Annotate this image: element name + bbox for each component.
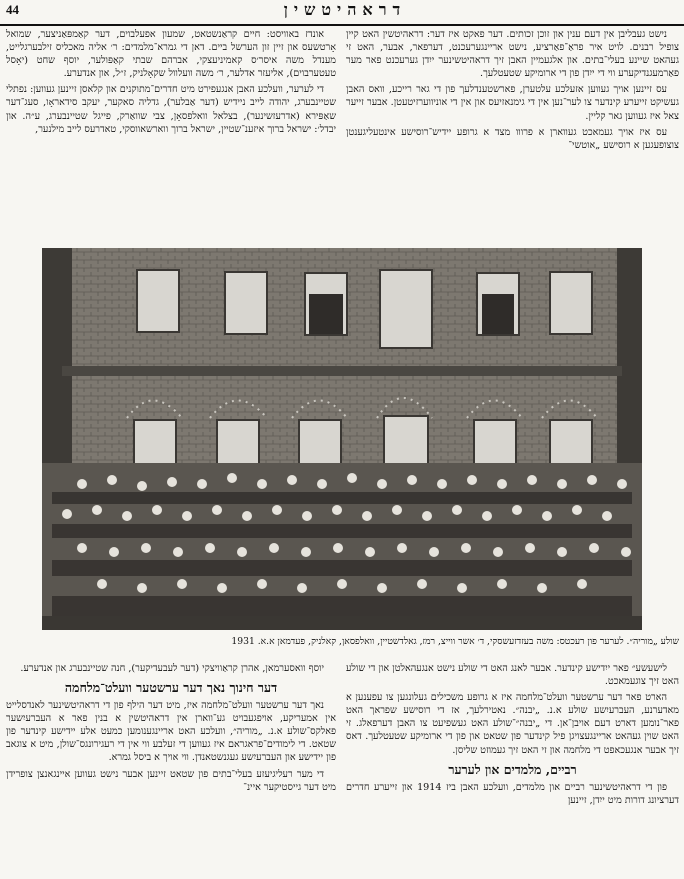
paragraph: הארט פאר דער ערשטער וועלט־מלחמה איז א גרופע משכילים געלונגען צו עפענען א מאדערנע, העברעיִשע שולע א.נ. „יבנה״. נאטירלעך, אז די רוסישע שפראך האט פאר־נומען דארט דעם אויבן־אן. די „יבנה״־שולע האט געשפיעט צו האבן דערפאלג. זי האט שוין געהאט אריינגעצויגן פיל קינדער פון שטאט און פון די ארומיקע שטעטלעך. דאס זיך אבער אנגעכאפט די מלחמה און זי האט זיך געמוזט שליסן. — [346, 692, 679, 756]
paragraph: די לערער, וועלכע האבן אנגעפירט מיט חדרים־מתוקנים און קלאסן זיינען געווען: נפתלי שטיינבערג, יהודה לייב ניידיש (דער אַבלער), גדליה סאקער, יעקב סידאראָו, סעג־דער שאַפּירא (אדרעזשינער), בצלאל וואלפסאָן, צבי שוואַרק, פייגל שטיינבערג, ע״ה. און יבדל׳: ישראל ברוך איזענ־שטיין, ישראל ברוך ווארשאווסקי, טאדרעס לייב מילנער, — [6, 84, 336, 135]
photo-illustration — [42, 248, 642, 630]
running-title: דראהיטשין — [283, 0, 407, 19]
text-column-bottom-left — [6, 662, 336, 877]
paragraph: פון די דראהיטשינער רביים און מלמדים, וועלכע האבן ביז 1914 און זייערע חדרים דערציונג דורות מיט ייִדן, זיינען — [346, 781, 679, 806]
school-group-photo — [42, 248, 642, 630]
section-heading: רביים, מלמדים און לערער — [448, 761, 577, 777]
text-column-bottom-right — [346, 662, 679, 877]
paragraph: די מער רעליגיעזע בעלי־בתים פון שטאט זיינען אבער נישט געווען איינגאנצן צופרידן מיט דער גייסטיקער איינ־ — [6, 768, 336, 793]
paragraph: נאך דער ערשטער וועלט־מלחמה איז, מיט דער הילף פון די דראהיטשינער לאנדסלייט אין אמעריקע, אויפגעבויט גע־ווארן אין דראהיטשין א בנין פאר א העברעיִשער פאלקס־שולע א.נ. „מוריה״, וועלכע האט אריינגענומען כמעט אלע יידישע קינדער פון שטאט. די לימודים־פראגראם איז געווען די זעלבע ווי אין די רעגירונגס־שולן, מיט א צוגאב פון יידישע און העברעיִשע געגנשטאנדן. ווי אויך א ביסל גמרא. — [6, 700, 336, 764]
page-number: 44 — [6, 2, 19, 17]
paragraph: אונדז באוויסט: חיים קראַנשטאט, שמעון אפעלבוים, דער קאַמפּאַניצער, שמואל אָרטשעס און זיין זון הערשל ביים. דאן די גמרא־מלמדים: ר׳ אליה מאכליס זילבערגלייט, מענדל משה איסר׳ס קאמיניעצקי, אברהם שבתי קאַפּולער, יוסף שחט (יאָסל טעטערבוים), אליעזר אדלער, ר׳ משה וועלוול שקאָלניק, ז״ל, און אנדערע. — [6, 29, 336, 80]
paragraph: נישט געבליבן אין דעם ענין און זוכן זכותים. דער פאקט איז דער: דראהיטשין האט קיין צופיל רבנים. לויט איר פראַ־פאַרציע, נישט אריינגערעכנט, דערפאר, אבער, האט זי געהאט שיינע בעלי־בתים. און אלגעמיין האבן זיך דראהיטשינער ייִדן גערעכנט פאר מער פאַרמעגנדיקערע ווי די ייִדן פון די ארומיקע שטעטלעך. — [346, 29, 679, 80]
paragraph: עס איז אויך געמאכט געווארן א פרווו מצד א גרופע יידיש־רוסישע אינטעליגענטן צוצופעגען א רוסישע „אוטשי־ — [346, 126, 679, 151]
paragraph: לישעשע״ פאר ייִדישע קינדער. אבער לאנג האט די שולע נישט אנגעהאלטן און די שולע האט זיך צוגעמאכט. — [346, 663, 679, 688]
photo-caption: שולע „מוריה״. לערער פון רעכטס: משה בעזדזעשסקי, ד׳ אשר ווייצ, רמז, גאלדשטיין, וואלפסאן, קאלניק, פעדמאן א.א. 1931 — [231, 636, 679, 647]
text-column-top-left — [6, 28, 336, 244]
paragraph: עס זיינען אויך געווען אזעלכע עלטערן, פארשטענדלעך פון די גאר רייכע, וואס האבן געשיקט זייערע קינדער צו לער־נען אין די גימנאזיעס און אין די אוניווערזיטעטן. אבער זייער צאל איז געווען גאר קליין. — [346, 84, 679, 122]
paragraph: יוסף וואסערמאן, אהרן קראַוויצקי (דער לעבעדיקער), חנה שטיינבערג און אנדערע. — [20, 663, 324, 674]
page-header — [0, 0, 684, 26]
section-heading: דער חינוך נאך דער ערשטער וועלט־מלחמה — [64, 680, 278, 696]
text-column-top-right — [346, 28, 679, 244]
